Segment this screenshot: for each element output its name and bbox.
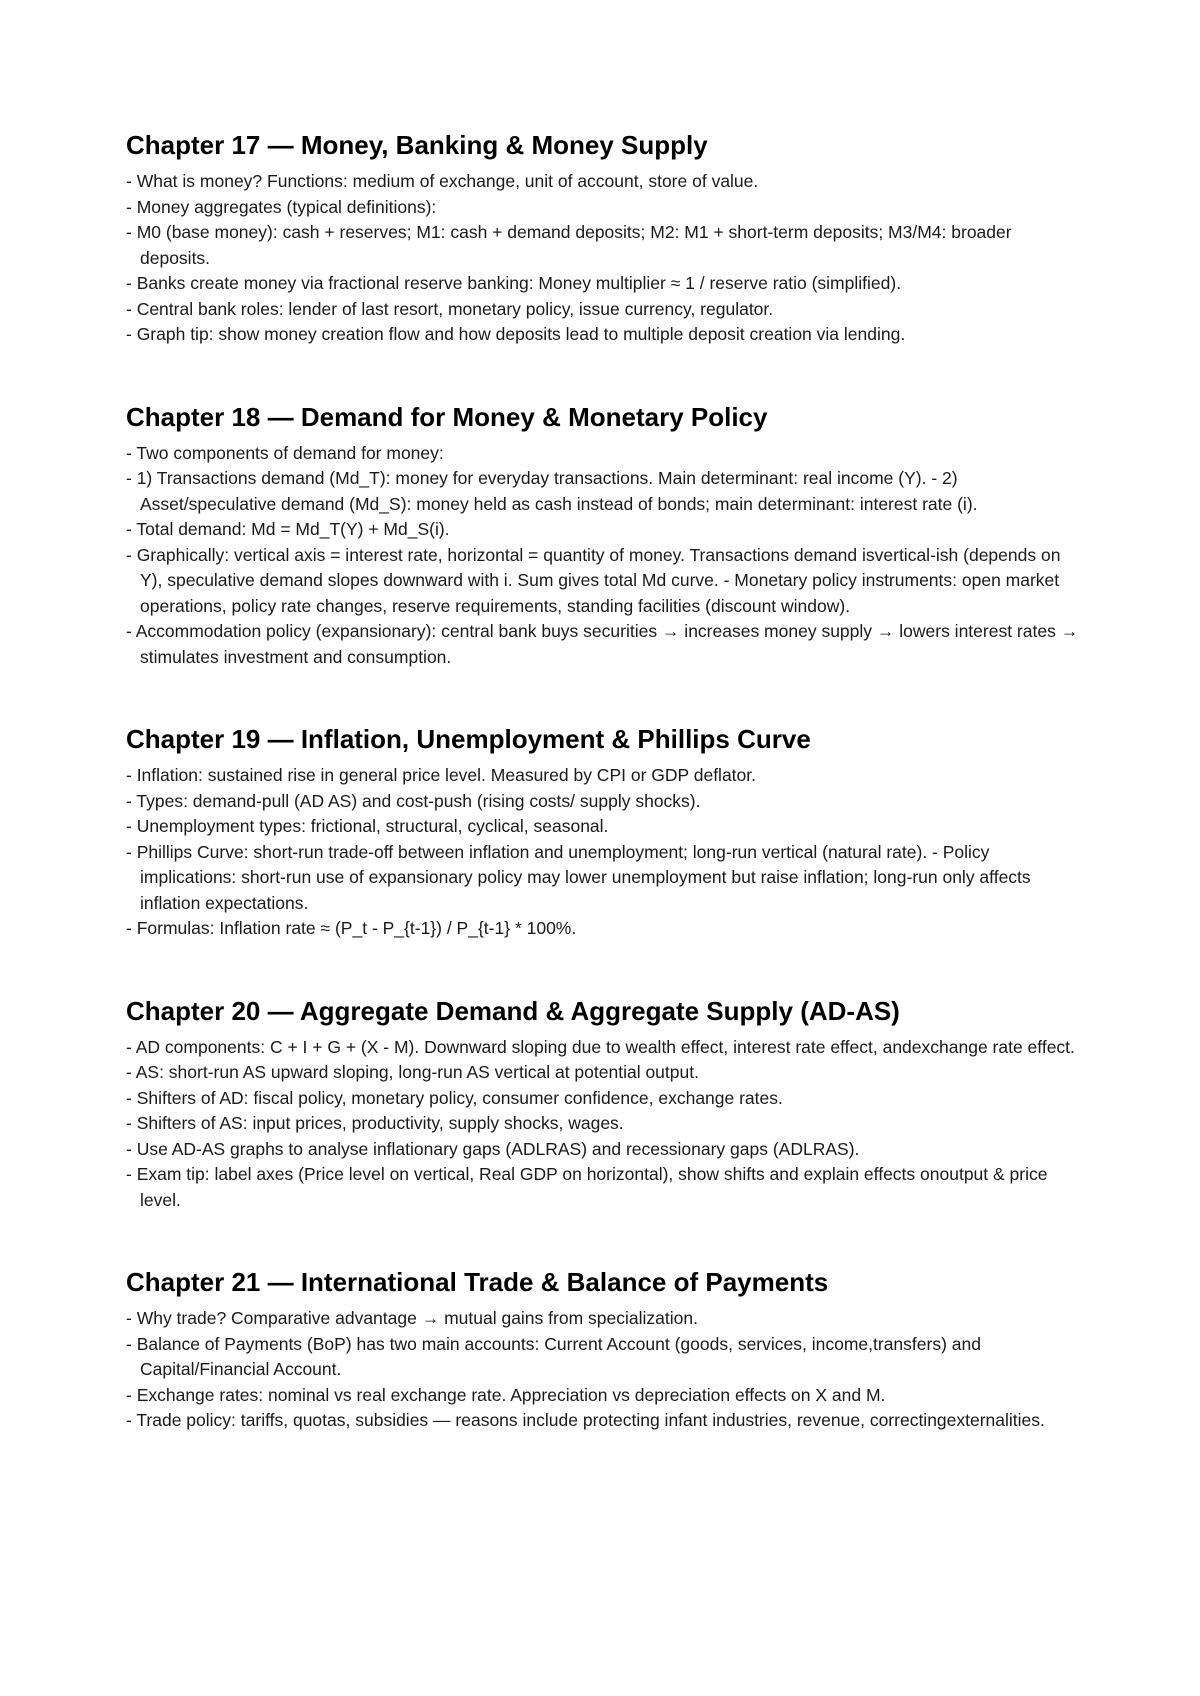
chapter-19-heading: Chapter 19 — Inflation, Unemployment & Phillips Curve (126, 724, 811, 754)
note-line: - 1) Transactions demand (Md_T): money for everyday transactions. Main determinant: real income (Y). - 2) Asset/speculative demand (Md_S): money held as cash instead of bonds; main determinant: interest rate (i). (126, 468, 978, 514)
chapter-21-section (126, 1265, 1086, 1434)
note-line: - Exam tip: label axes (Price level on vertical, Real GDP on horizontal), show shifts and explain effects onoutput & price level. (126, 1164, 1048, 1210)
chapter-20-section (126, 994, 1086, 1214)
note-line: - Accommodation policy (expansionary): central bank buys securities → increases money supply → lowers interest rates → stimulates investment and consumption. (126, 621, 1079, 667)
note-line: - Shifters of AS: input prices, productivity, supply shocks, wages. (126, 1113, 624, 1133)
note-line: - Why trade? Comparative advantage → mutual gains from specialization. (126, 1308, 698, 1328)
note-line: - Central bank roles: lender of last resort, monetary policy, issue currency, regulator. (126, 298, 774, 319)
note-line: - Formulas: Inflation rate ≈ (P_t - P_{t-1}) / P_{t-1} * 100%. (126, 918, 577, 938)
chapter-17-heading: Chapter 17 — Money, Banking & Money Supply (126, 130, 708, 160)
note-line: - Types: demand-pull (AD AS) and cost-push (rising costs/ supply shocks). (126, 790, 701, 811)
note-line: - Exchange rates: nominal vs real exchange rate. Appreciation vs depreciation effects on X and M. (126, 1384, 886, 1405)
note-line: - AD components: C + I + G + (X - M). Downward sloping due to wealth effect, interest rate effect, andexchange rate effect. (126, 1036, 1075, 1057)
note-line: - Balance of Payments (BoP) has two main accounts: Current Account (goods, services, income,transfers) and Capital/Financial Account. (126, 1333, 981, 1379)
note-line: - Graphically: vertical axis = interest rate, horizontal = quantity of money. Transactions demand isvertical-ish (depends on Y), speculative demand slopes downward with i. Sum gives total Md curve. - Monetary policy instruments: open market operations, policy rate changes, reserve requirements, standing facilities (discount window). (126, 544, 1061, 616)
note-line: - M0 (base money): cash + reserves; M1: cash + demand deposits; M2: M1 + short-term deposits; M3/M4: broader deposits. (126, 222, 1012, 268)
note-line: - Banks create money via fractional reserve banking: Money multiplier ≈ 1 / reserve ratio (simplified). (126, 273, 902, 293)
note-line: - Inflation: sustained rise in general price level. Measured by CPI or GDP deflator. (126, 765, 756, 785)
note-line: - Use AD-AS graphs to analyse inflationary gaps (ADLRAS) and recessionary gaps (ADLRAS). (126, 1138, 860, 1159)
chapter-19-section (126, 722, 1086, 942)
note-line: - What is money? Functions: medium of exchange, unit of account, store of value. (126, 171, 759, 191)
chapter-18-notes (126, 441, 1086, 671)
chapter-17-notes (126, 169, 1086, 348)
note-line: - Trade policy: tariffs, quotas, subsidies — reasons include protecting infant industries, revenue, correctingexternalities. (126, 1410, 1045, 1430)
chapter-21-heading: Chapter 21 — International Trade & Balance of Payments (126, 1267, 829, 1297)
note-line: - Total demand: Md = Md_T(Y) + Md_S(i). (126, 519, 450, 539)
document-content (126, 128, 1086, 1434)
note-line: - Phillips Curve: short-run trade-off between inflation and unemployment; long-run vertical (natural rate). - Policy implications: short-run use of expansionary policy may lower unemployment but raise inflation; long-run only affects inflation expectations. (126, 841, 1031, 913)
note-line: - Two components of demand for money: (126, 442, 444, 463)
note-line: - Money aggregates (typical definitions): (126, 196, 437, 217)
chapter-17-section (126, 128, 1086, 348)
note-line: - Shifters of AD: fiscal policy, monetary policy, consumer confidence, exchange rates. (126, 1087, 783, 1108)
chapter-20-notes (126, 1035, 1086, 1214)
chapter-18-section (126, 400, 1086, 671)
note-line: - Unemployment types: frictional, structural, cyclical, seasonal. (126, 816, 609, 836)
chapter-21-notes (126, 1306, 1086, 1434)
chapter-20-heading: Chapter 20 — Aggregate Demand & Aggregate Supply (AD-AS) (126, 995, 900, 1026)
chapter-18-heading: Chapter 18 — Demand for Money & Monetary Policy (126, 401, 768, 432)
chapter-19-notes (126, 763, 1086, 942)
note-line: - Graph tip: show money creation flow and how deposits lead to multiple deposit creation via lending. (126, 324, 906, 344)
note-line: - AS: short-run AS upward sloping, long-run AS vertical at potential output. (126, 1062, 699, 1082)
